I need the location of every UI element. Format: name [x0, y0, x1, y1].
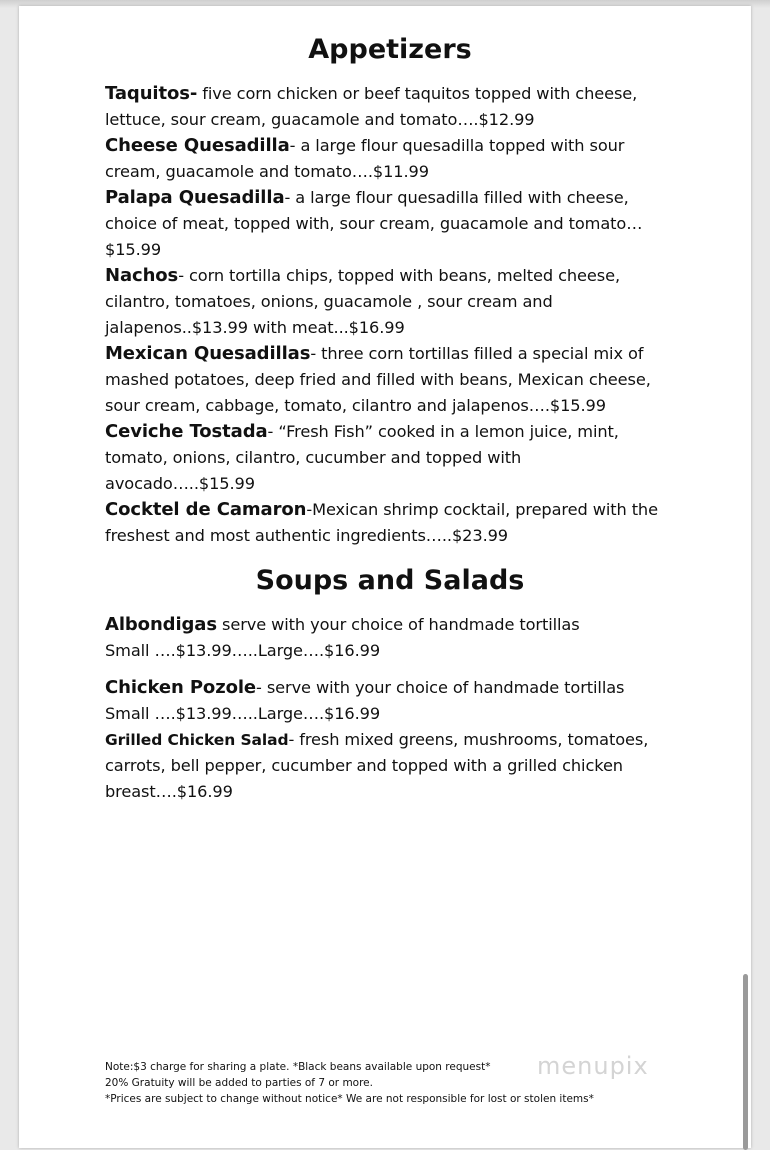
menu-item-chicken-pozole: [105, 675, 675, 727]
item-description: five corn chicken or beef taquitos topped with cheese, lettuce, sour cream, guacamole and tomato….$12.99: [105, 84, 638, 129]
item-prices: Small ….$13.99…..Large….$16.99: [105, 641, 381, 660]
menu-item-mexican-quesadillas: [105, 341, 675, 419]
appetizers-list: [105, 81, 675, 549]
item-name: Palapa Quesadilla: [105, 187, 285, 208]
menupix-watermark: menupix: [537, 1052, 649, 1080]
menu-item-grilled-chicken-salad: [105, 727, 675, 805]
item-description: - serve with your choice of handmade tortillas: [256, 678, 625, 697]
item-description: - three corn tortillas filled a special mix of mashed potatoes, deep fried and filled with beans, Mexican cheese, sour cream, cabbage, tomato, cilantro and jalapenos….$15.99: [105, 344, 651, 415]
footer-notes: [105, 1059, 594, 1107]
item-description: - a large flour quesadilla filled with cheese, choice of meat, topped with, sour cream, guacamole and tomato…$15.99: [105, 188, 643, 259]
footer-note-sharing: Note:$3 charge for sharing a plate. *Black beans available upon request*: [105, 1061, 491, 1073]
menu-page[interactable]: [19, 6, 751, 1148]
soups-list: [105, 612, 675, 805]
menu-item-cheese-quesadilla: [105, 133, 675, 185]
menu-item-cocktel-de-camaron: [105, 497, 675, 549]
item-name: Albondigas: [105, 614, 217, 635]
item-description: - corn tortilla chips, topped with beans, melted cheese, cilantro, tomatoes, onions, guacamole , sour cream and jalapenos..$13.99 with meat...$16.99: [105, 266, 620, 337]
item-prices: Small ….$13.99…..Large….$16.99: [105, 704, 381, 723]
item-name: Ceviche Tostada: [105, 421, 268, 442]
item-name: Cheese Quesadilla: [105, 135, 290, 156]
item-description: - fresh mixed greens, mushrooms, tomatoes, carrots, bell pepper, cucumber and topped with a grilled chicken breast….$16.99: [105, 730, 649, 801]
item-name: Chicken Pozole: [105, 677, 257, 698]
section-title-soups-and-salads: Soups and Salads: [255, 565, 525, 596]
footer-note-prices: *Prices are subject to change without notice* We are not responsible for lost or stolen items*: [105, 1093, 594, 1105]
item-name: Grilled Chicken Salad: [105, 731, 289, 749]
menu-item-albondigas: [105, 612, 675, 664]
footer-note-gratuity: 20% Gratuity will be added to parties of 7 or more.: [105, 1077, 373, 1089]
item-name: Nachos: [105, 265, 179, 286]
menu-item-ceviche-tostada: [105, 419, 675, 497]
item-description: - “Fresh Fish” cooked in a lemon juice, mint, tomato, onions, cilantro, cucumber and topped with avocado…..$15.99: [105, 422, 619, 493]
menu-item-palapa-quesadilla: [105, 185, 675, 263]
menu-item-nachos: [105, 263, 675, 341]
menu-content: [105, 32, 675, 805]
item-name: Mexican Quesadillas: [105, 343, 311, 364]
item-description: -Mexican shrimp cocktail, prepared with the freshest and most authentic ingredients…..$23.99: [105, 500, 658, 545]
menu-item-taquitos: [105, 81, 675, 133]
item-name: Taquitos-: [105, 83, 198, 104]
scrollbar-thumb[interactable]: [743, 974, 748, 1150]
item-description: serve with your choice of handmade tortillas: [216, 615, 580, 634]
section-title-appetizers: Appetizers: [308, 34, 472, 65]
item-name: Cocktel de Camaron: [105, 499, 307, 520]
item-description: - a large flour quesadilla topped with sour cream, guacamole and tomato….$11.99: [105, 136, 625, 181]
